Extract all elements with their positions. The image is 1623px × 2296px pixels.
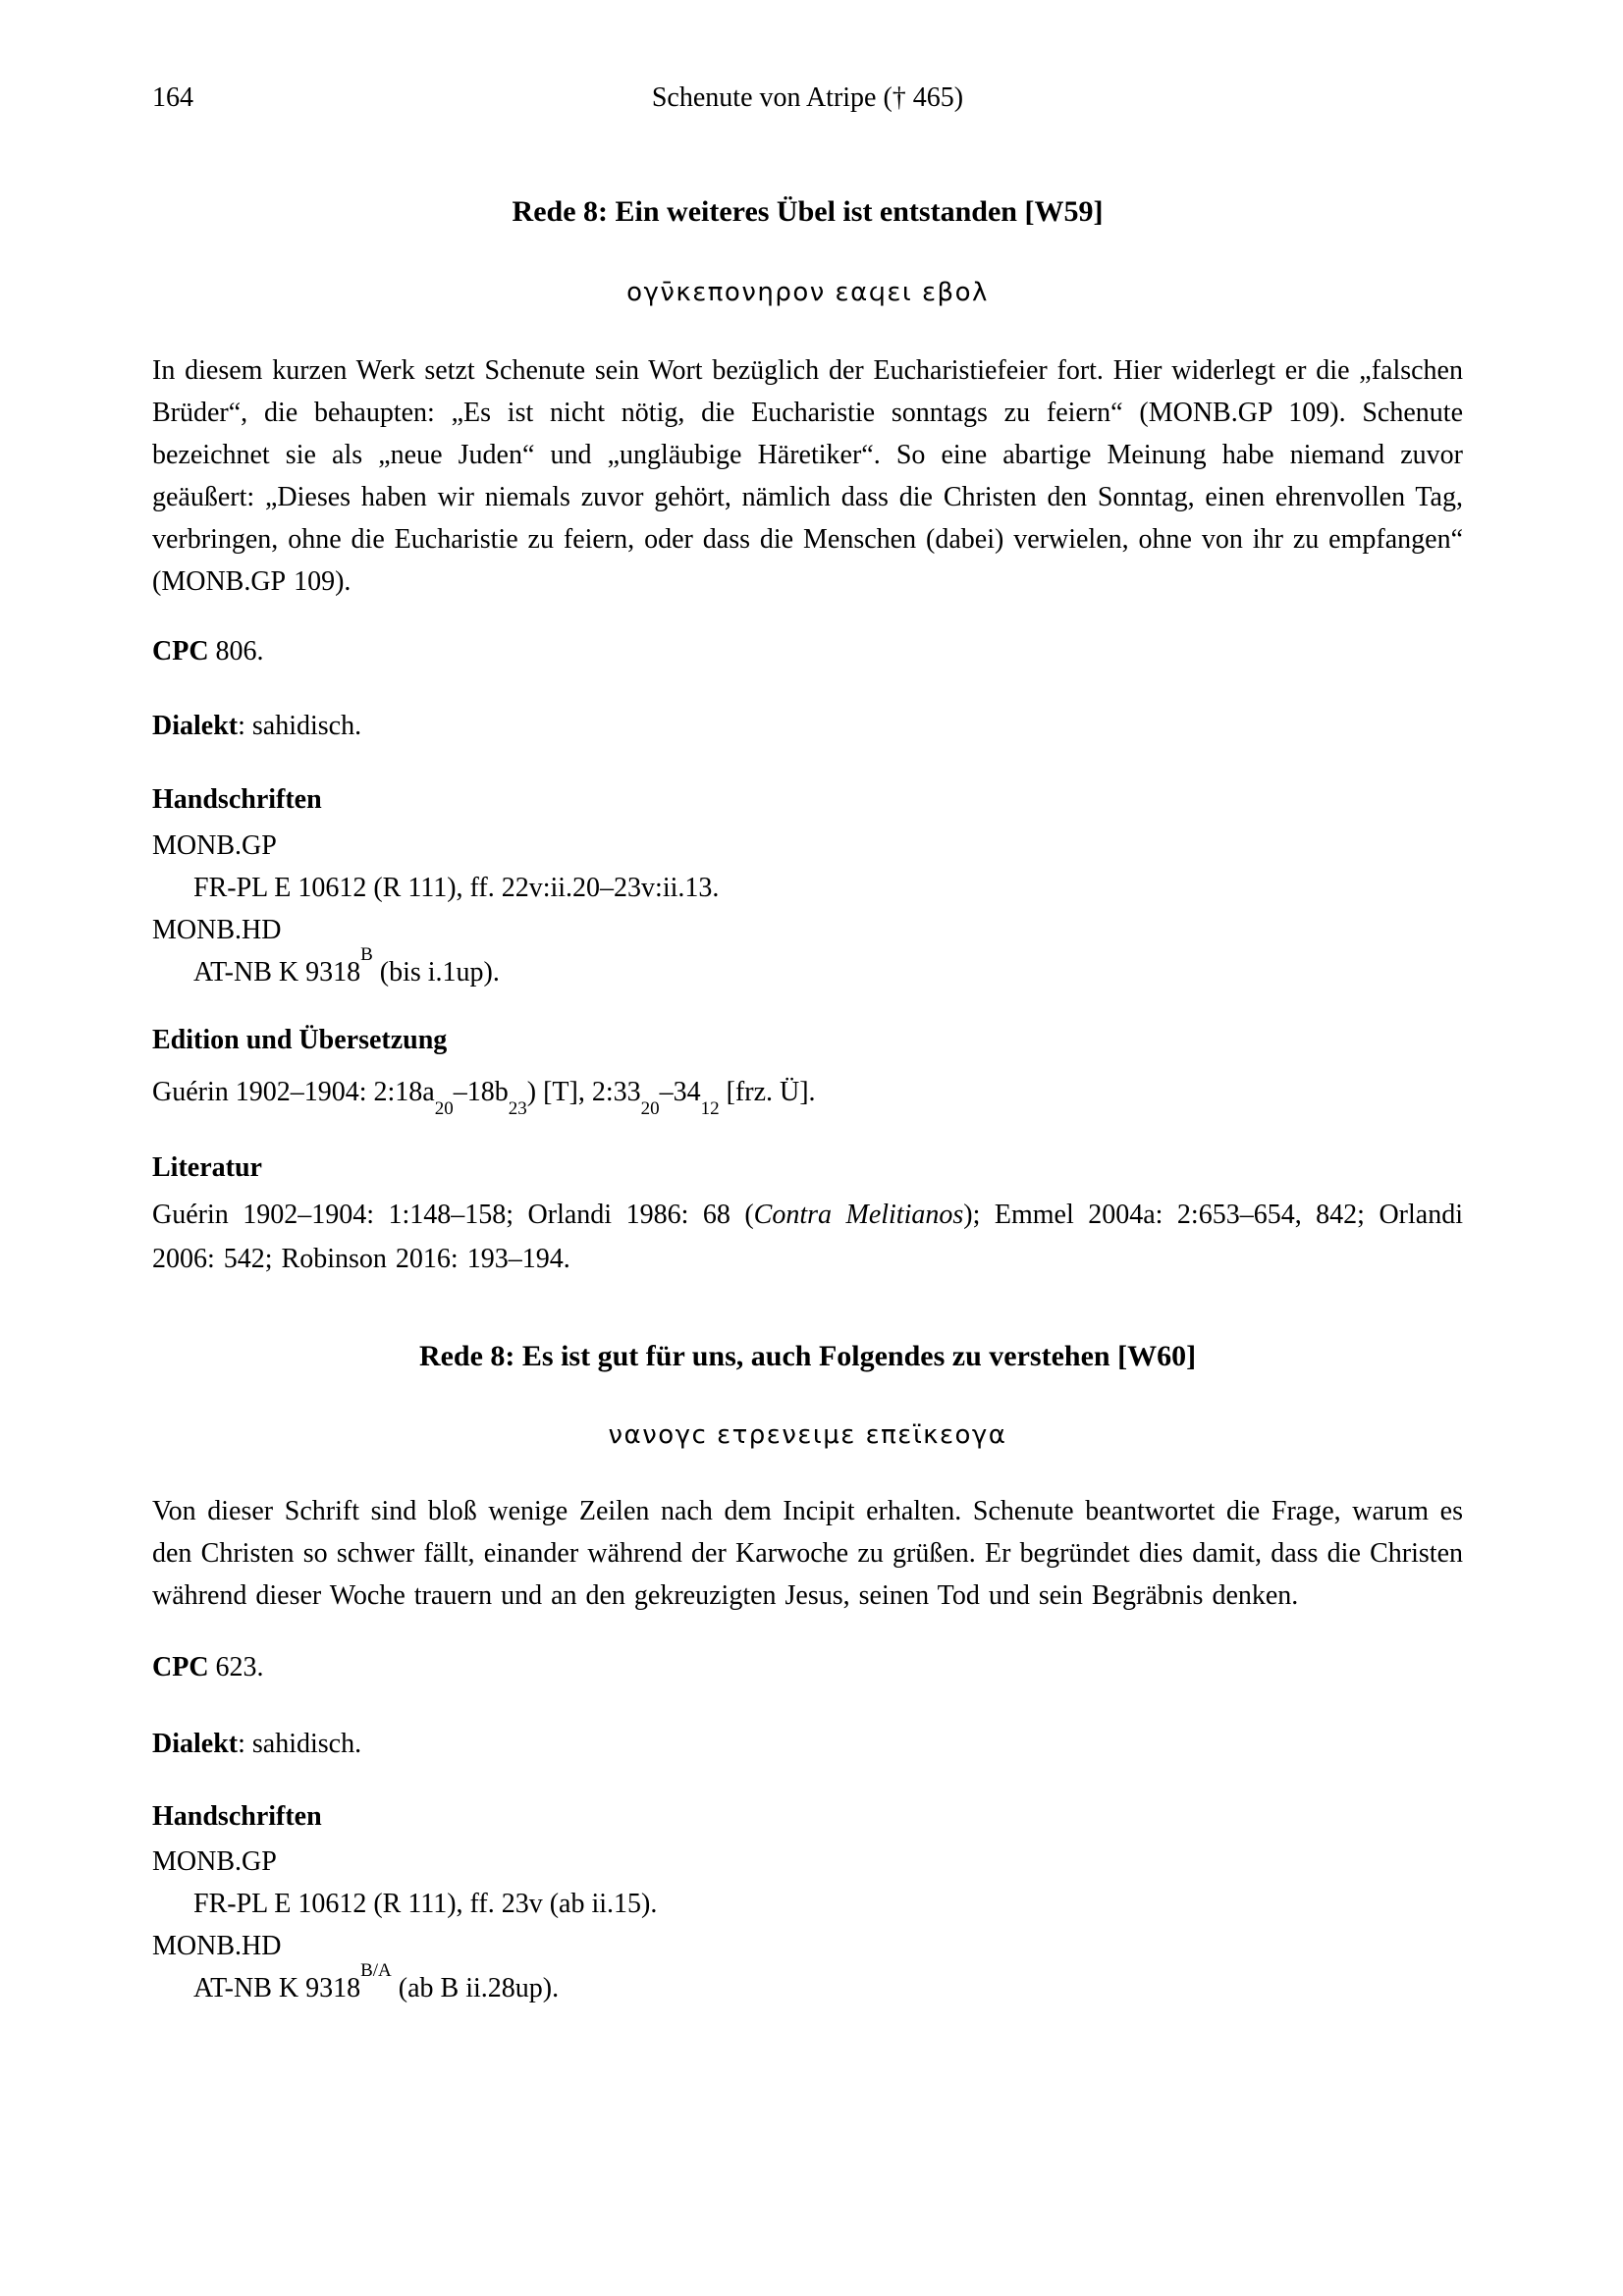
edition-ref-part: [frz. Ü]. (719, 1077, 816, 1107)
dialekt-value: : sahidisch. (238, 1729, 362, 1759)
manuscript-sigle: MONB.HD (152, 1931, 282, 1961)
handschriften-heading-w60: Handschriften (152, 1801, 322, 1832)
edition-ref-part: Guérin 1902–1904: 2:18a (152, 1077, 435, 1107)
literatur-heading-w59: Literatur (152, 1152, 262, 1183)
dialekt-label: Dialekt (152, 711, 239, 741)
manuscript-sigle: MONB.GP (152, 1846, 277, 1877)
entry-title-w59: Rede 8: Ein weiteres Übel ist entstanden [W59] (512, 195, 1104, 228)
line-subscript: 20 (640, 1097, 660, 1119)
shelfmark: AT-NB K 9318 (193, 1973, 361, 2003)
cpc-label: CPC (152, 636, 209, 667)
summary-paragraph-w59: In diesem kurzen Werk setzt Schenute sein Wort bezüglich der Eucharistiefeier fort. Hier widerlegt er die „falschen Brüder“, die behaupten: „Es ist nicht nötig, die Eucharistie sonntags zu feiern“ (MONB.GP 109). Schenute bezeichnet sie als „neue Juden“ und „ungläubige Häretiker“. So eine abartige Meinung habe niemand zuvor geäußert: „Dieses haben wir niemals zuvor gehört, nämlich dass die Christen den Sonntag, einen ehrenvollen Tag, verbringen, ohne die Eucharistie zu feiern, oder dass die Menschen (dabei) verwielen, ohne von ihr zu empfangen“ (MONB.GP 109). (152, 355, 1463, 597)
coptic-incipit-w59: ογν̄κεπονηρον εαϥει εβολ (626, 278, 989, 307)
running-title: Schenute von Atripe († 465) (651, 82, 964, 113)
edition-ref-part: –34 (659, 1077, 701, 1107)
edition-ref-part: ) [T], 2:33 (526, 1077, 641, 1107)
edition-reference (152, 1071, 1463, 1119)
line-subscript: 12 (700, 1097, 720, 1119)
dialekt-value: : sahidisch. (238, 711, 362, 741)
line-subscript: 23 (508, 1097, 527, 1119)
handschriften-heading-w59: Handschriften (152, 784, 322, 815)
manuscript-detail (152, 1959, 1463, 2009)
edition-heading-w59: Edition und Übersetzung (152, 1025, 448, 1055)
line-subscript: 20 (434, 1097, 454, 1119)
manuscript-sigle: MONB.GP (152, 830, 277, 861)
shelfmark: AT-NB K 9318 (193, 957, 361, 988)
manuscript-detail (152, 943, 1463, 993)
entry-w60 (152, 1337, 1463, 2009)
dialekt-field-w59 (152, 705, 1463, 747)
dialekt-field-w60 (152, 1723, 1463, 1765)
literatur-part: Guérin 1902–1904: 1:148–158; Orlandi 1986: 68 ( (152, 1200, 754, 1230)
page-number: 164 (152, 82, 193, 113)
manuscript-detail: FR-PL E 10612 (R 111), ff. 22v:ii.20–23v:ii.13. (193, 873, 720, 903)
work-title-italic: Contra Melitianos (753, 1200, 964, 1230)
literatur-references (152, 1193, 1463, 1281)
coptic-incipit-w60: νανογϲ ετρενειμε επεϊκεογα (608, 1420, 1007, 1450)
edition-ref-part: –18b (453, 1077, 509, 1107)
dialekt-label: Dialekt (152, 1729, 239, 1759)
manuscript-detail: FR-PL E 10612 (R 111), ff. 23v (ab ii.15). (193, 1889, 658, 1919)
shelfmark-note: (ab B ii.28up). (391, 1973, 560, 2003)
shelfmark-note: (bis i.1up). (372, 957, 500, 988)
entry-w59 (152, 192, 1463, 1281)
manuscript-sigle: MONB.HD (152, 915, 282, 945)
running-header (152, 80, 1463, 116)
cpc-field-w60 (152, 1646, 1463, 1688)
summary-paragraph-w60: Von dieser Schrift sind bloß wenige Zeilen nach dem Incipit erhalten. Schenute beantwortet die Frage, warum es den Christen so schwer fällt, einander während der Karwoche zu grüßen. Er begründet dies damit, dass die Christen während dieser Woche trauern und an den gekreuzigten Jesus, seinen Tod und sein Begräbnis denken. (152, 1496, 1463, 1611)
cpc-field-w59 (152, 630, 1463, 672)
cpc-label: CPC (152, 1652, 209, 1682)
literatur-part: ); Emmel 2004a: 2:653–654, 842; Orlandi 2006: 542; Robinson 2016: 193–194. (152, 1200, 1463, 1274)
cpc-value: 806. (208, 636, 264, 667)
shelfmark-superscript: B/A (360, 1959, 392, 1981)
shelfmark-superscript: B (360, 943, 373, 965)
cpc-value: 623. (208, 1652, 264, 1682)
entry-title-w60: Rede 8: Es ist gut für uns, auch Folgendes zu verstehen [W60] (418, 1340, 1197, 1372)
